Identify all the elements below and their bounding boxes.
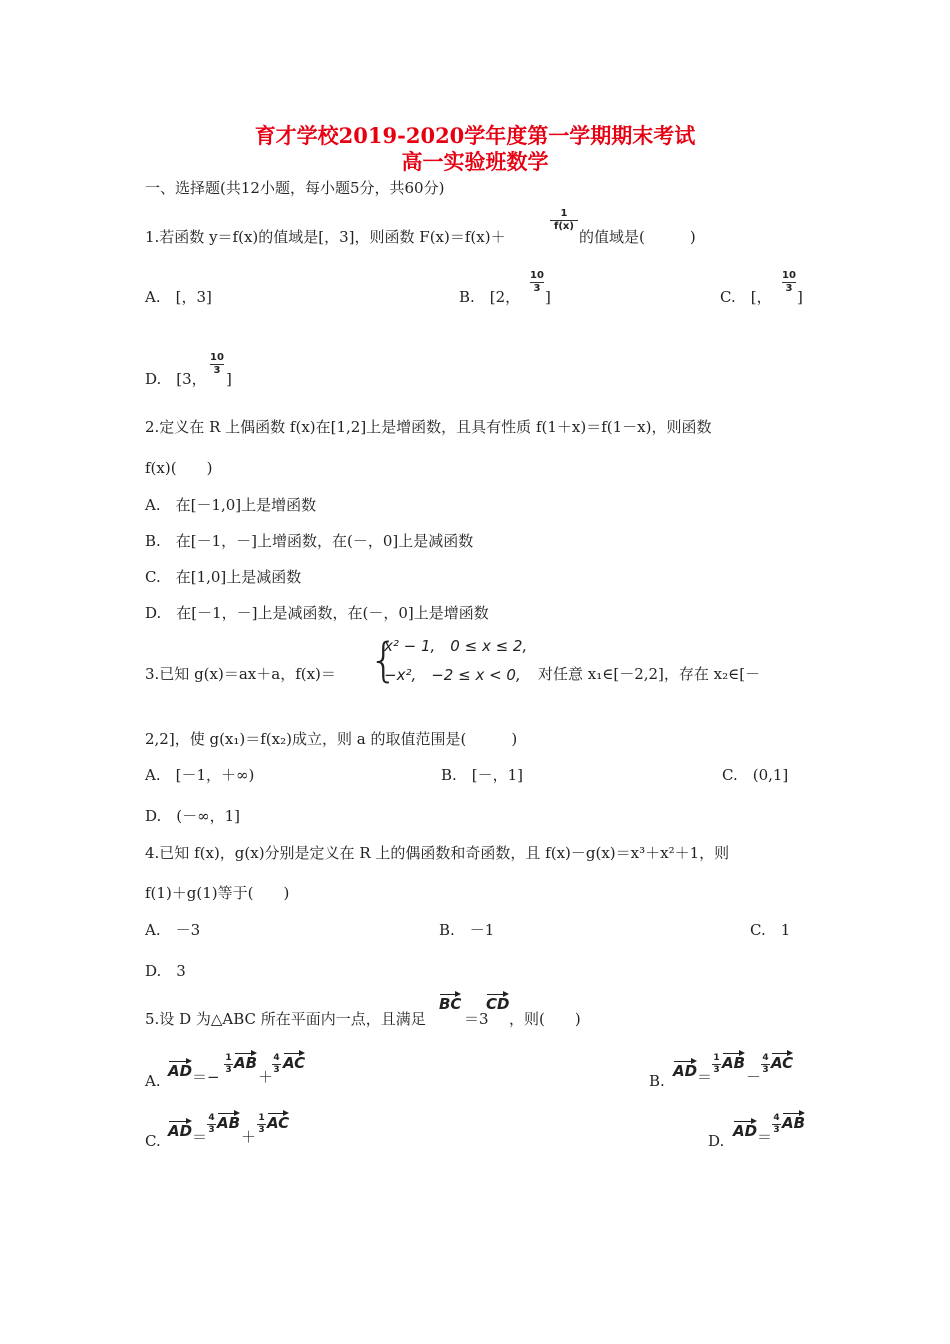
q4-option-b: B. －1 [439,921,495,939]
q5-stem-end: ，则( ) [509,1010,581,1028]
q5-option-c-label: C. [145,1132,161,1150]
q5-b-eq: ＝ [697,1068,713,1086]
q1-stem: 1.若函数 y＝f(x)的值域是[，3]，则函数 F(x)＝f(x)＋ [145,228,506,246]
q5-c-eq: ＝ [192,1128,208,1146]
q2-option-d: D. 在[－1，－]上是减函数，在(－，0]上是增函数 [145,604,489,622]
q5-d-eq: ＝ [757,1128,773,1146]
q3-stem-cont: 2,2]，使 g(x₁)＝f(x₂)成立，则 a 的取值范围是( ) [145,730,518,748]
q5-option-b-label: B. [649,1072,665,1090]
q1-stem-end: 的值域是( ) [579,228,696,246]
q1-option-a: A. [，3] [145,288,212,306]
q1-option-d: D. [3， [145,370,207,388]
q5-option-d-label: D. [708,1132,725,1150]
q5-b-vec-ab: AB [722,1056,745,1071]
q5-b-vec-ac: AC [771,1056,793,1071]
q5-a-vec-ab: AB [234,1056,257,1071]
q1-option-b-close: ] [545,288,551,306]
q4-option-d: D. 3 [145,962,186,980]
q5-c-plus: ＋ [241,1128,257,1146]
q3-stem: 3.已知 g(x)＝ax＋a，f(x)＝ [145,665,336,683]
q1-option-c-close: ] [797,288,803,306]
q1-option-c: C. [， [720,288,772,306]
q5-a-vec-ac: AC [283,1056,305,1071]
q4-option-a: A. －3 [145,921,201,939]
q5-c-vec-ac: AC [267,1116,289,1131]
q2-stem: 2.定义在 R 上偶函数 f(x)在[1,2]上是增函数，且具有性质 f(1＋x)＝f(1－x)，则函数 [145,418,712,436]
q3-option-d: D. (－∞，1] [145,807,241,825]
exam-subtitle: 高一实验班数学 [401,149,549,174]
q5-d-vec-ad: AD [733,1124,757,1139]
q5-vector-bc: BC [439,997,461,1012]
q5-d-vec-ab: AB [782,1116,805,1131]
q1-option-c-fraction: 10 3 [782,270,796,294]
q5-a-vec-ad: AD [168,1064,192,1079]
q2-stem-cont: f(x)( ) [145,459,213,477]
q5-c-coef-2: 1 3 [258,1113,265,1135]
q1-option-d-close: ] [226,370,232,388]
q5-a-plus: ＋ [258,1068,274,1086]
q5-b-minus: － [746,1068,762,1086]
q5-stem: 5.设 D 为△ABC 所在平面内一点，且满足 [145,1010,426,1028]
q5-eq3: ＝3 [464,1010,489,1028]
q5-c-vec-ad: AD [168,1124,192,1139]
q5-b-coef-2: 4 3 [762,1053,769,1075]
q5-vector-cd: CD [486,997,509,1012]
q5-b-coef-1: 1 3 [713,1053,720,1075]
q3-option-a: A. [－1，＋∞) [145,766,255,784]
q4-stem: 4.已知 f(x)，g(x)分别是定义在 R 上的偶函数和奇函数，且 f(x)－g(x)＝x³＋x²＋1，则 [145,844,730,862]
q5-option-a-label: A. [145,1072,161,1090]
q3-piecewise-brace: { [369,633,399,687]
q5-a-eq: ＝− [192,1068,220,1086]
q1-option-b-fraction: 10 3 [530,270,544,294]
q5-b-vec-ad: AD [673,1064,697,1079]
q5-a-coef-1: 1 3 [225,1053,232,1075]
q2-option-a: A. 在[－1,0]上是增函数 [145,496,317,514]
q2-option-c: C. 在[1,0]上是减函数 [145,568,302,586]
exam-title: 育才学校2019-2020学年度第一学期期末考试 [254,123,696,148]
q1-option-d-fraction: 10 3 [210,352,224,376]
q1-fraction: 1 f(x) [550,209,578,232]
q5-d-coef: 4 3 [773,1113,780,1135]
q3-case-1: x² − 1, 0 ≤ x ≤ 2, [384,637,528,655]
q5-c-coef-1: 4 3 [208,1113,215,1135]
q4-option-c: C. 1 [750,921,791,939]
q3-stem-end: 对任意 x₁∈[－2,2]，存在 x₂∈[－ [538,665,761,683]
q5-a-coef-2: 4 3 [273,1053,280,1075]
q2-option-b: B. 在[－1，－]上增函数，在(－，0]上是减函数 [145,532,474,550]
q5-c-vec-ab: AB [217,1116,240,1131]
q3-option-b: B. [－，1] [441,766,524,784]
q4-stem-cont: f(1)＋g(1)等于( ) [145,884,290,902]
q3-option-c: C. (0,1] [722,766,789,784]
q1-option-b: B. [2， [459,288,521,306]
section-heading: 一、选择题(共12小题，每小题5分，共60分) [145,179,445,197]
q3-case-2: −x², −2 ≤ x < 0, [384,666,521,684]
